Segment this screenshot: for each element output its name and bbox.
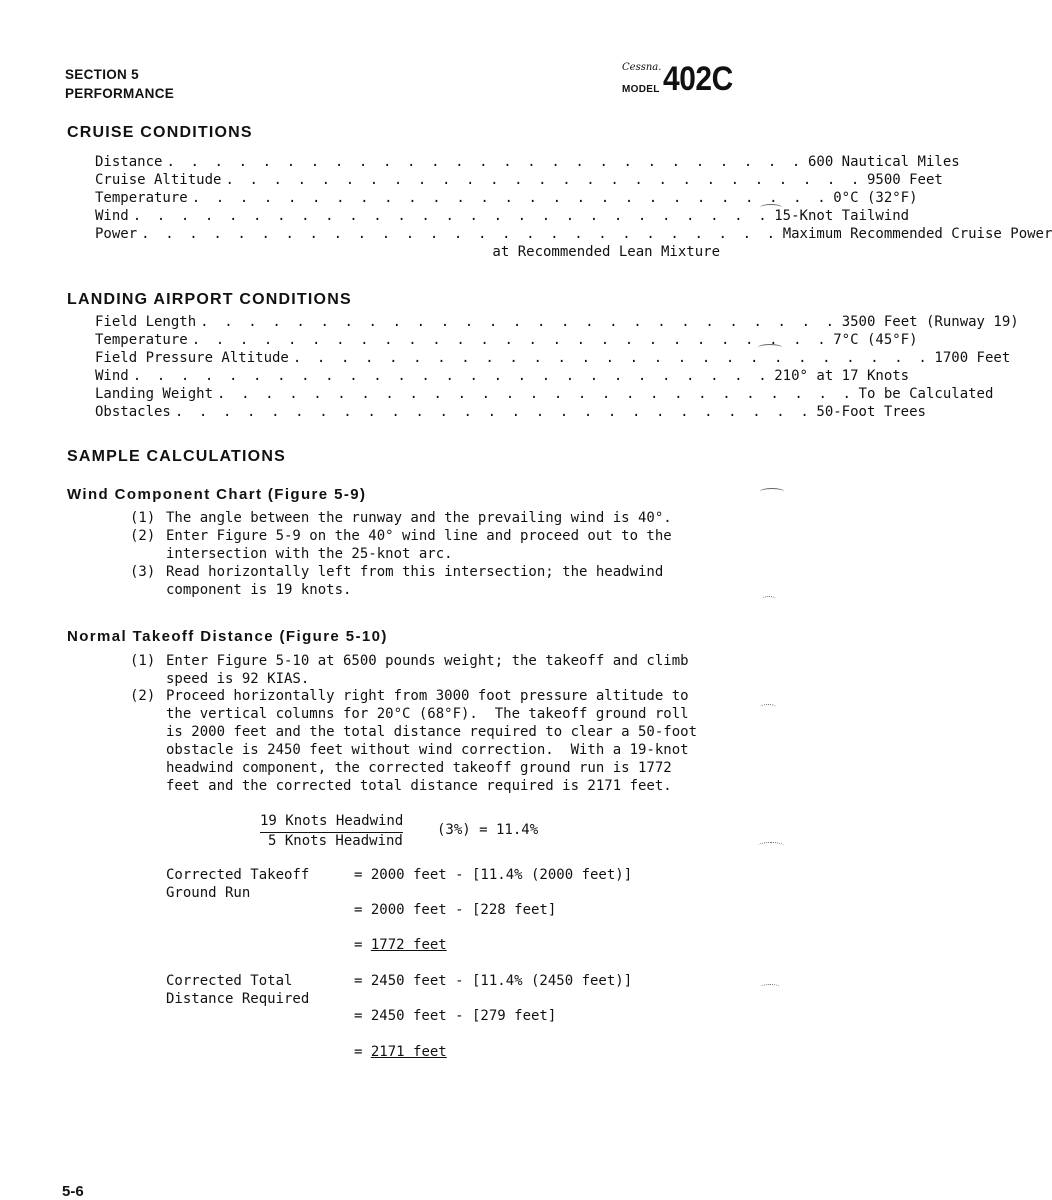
row-value: 50-Foot Trees xyxy=(816,404,926,420)
cruise-row xyxy=(95,172,943,190)
cruise-heading: CRUISE CONDITIONS xyxy=(67,124,253,141)
cruise-row xyxy=(95,208,910,226)
calc-equation: = 2450 feet - [11.4% (2450 feet)] xyxy=(354,973,633,989)
model-number: 402C xyxy=(663,60,733,98)
row-label: Field Length xyxy=(95,314,197,330)
leader-dots: . . . . . . . . . . . . . . . . . . . . . . . . . . . xyxy=(292,350,931,366)
row-value: 9500 Feet xyxy=(866,172,943,188)
calc-label: Ground Run xyxy=(166,885,251,901)
row-label: Temperature xyxy=(95,332,188,348)
step-number: (1) xyxy=(130,510,156,526)
calc-equation: = 2000 feet - [11.4% (2000 feet)] xyxy=(354,867,633,883)
row-label: Obstacles xyxy=(95,404,171,420)
step-line: headwind component, the corrected takeoff ground run is 1772 xyxy=(166,760,672,776)
row-label: Distance xyxy=(95,154,163,170)
landing-row xyxy=(95,314,1019,332)
section-subtitle: PERFORMANCE xyxy=(65,86,175,101)
step-number: (2) xyxy=(130,528,156,544)
power-continuation: at Recommended Lean Mixture xyxy=(492,244,720,260)
sample-heading: SAMPLE CALCULATIONS xyxy=(67,448,286,465)
landing-row xyxy=(95,350,1011,368)
section-label: SECTION 5 xyxy=(65,67,139,82)
row-label: Wind xyxy=(95,208,129,224)
margin-mark xyxy=(760,704,776,710)
row-value: 1700 Feet xyxy=(934,350,1011,366)
step-line: Read horizontally left from this intersection; the headwind xyxy=(166,564,664,580)
row-label: Power xyxy=(95,226,138,242)
row-value: Maximum Recommended Cruise Power xyxy=(782,226,1052,242)
landing-heading: LANDING AIRPORT CONDITIONS xyxy=(67,291,352,308)
step-line: speed is 92 KIAS. xyxy=(166,671,310,687)
calc-result-line xyxy=(354,937,447,955)
leader-dots: . . . . . . . . . . . . . . . . . . . . . . . . . . . xyxy=(132,368,771,384)
page-number: 5-6 xyxy=(62,1183,84,1200)
leader-dots: . . . . . . . . . . . . . . . . . . . . . . . . . . . xyxy=(132,208,771,224)
leader-dots: . . . . . . . . . . . . . . . . . . . . . . . . . . . xyxy=(174,404,813,420)
step-line: component is 19 knots. xyxy=(166,582,352,598)
row-label: Wind xyxy=(95,368,129,384)
calc-equation: = 2450 feet - [279 feet] xyxy=(354,1008,557,1024)
wind-component-heading: Wind Component Chart (Figure 5-9) xyxy=(67,486,367,503)
brand-wordmark: Cessna. xyxy=(622,62,662,73)
equals-sign: = xyxy=(354,1044,363,1060)
step-line: Enter Figure 5-9 on the 40° wind line and proceed out to the xyxy=(166,528,672,544)
leader-dots: . . . . . . . . . . . . . . . . . . . . . . . . . . . xyxy=(225,172,863,188)
landing-row xyxy=(95,332,918,350)
cruise-row xyxy=(95,226,1052,244)
cruise-row xyxy=(95,190,918,208)
step-line: feet and the corrected total distance required is 2171 feet. xyxy=(166,778,672,794)
step-number: (2) xyxy=(130,688,156,704)
row-value: 3500 Feet (Runway 19) xyxy=(841,314,1019,330)
leader-dots: . . . . . . . . . . . . . . . . . . . . . . . . . . . xyxy=(166,154,804,170)
row-label: Field Pressure Altitude xyxy=(95,350,289,366)
cruise-row xyxy=(95,154,960,172)
row-label: Temperature xyxy=(95,190,188,206)
step-line: obstacle is 2450 feet without wind correction. With a 19-knot xyxy=(166,742,689,758)
leader-dots: . . . . . . . . . . . . . . . . . . . . . . . . . . . xyxy=(141,226,779,242)
row-label: Landing Weight xyxy=(95,386,214,402)
step-number: (3) xyxy=(130,564,156,580)
takeoff-distance-heading: Normal Takeoff Distance (Figure 5-10) xyxy=(67,628,388,645)
landing-row xyxy=(95,368,910,386)
row-value: 15-Knot Tailwind xyxy=(774,208,910,224)
calc-label: Corrected Takeoff xyxy=(166,867,310,883)
leader-dots: . . . . . . . . . . . . . . . . . . . . . . . . . . . xyxy=(217,386,855,402)
calc-label: Distance Required xyxy=(166,991,310,1007)
step-line: the vertical columns for 20°C (68°F). The takeoff ground roll xyxy=(166,706,689,722)
equals-sign: = xyxy=(354,937,363,953)
fraction-denominator: 5 Knots Headwind xyxy=(268,832,403,849)
row-value: 210° at 17 Knots xyxy=(774,368,910,384)
row-label: Cruise Altitude xyxy=(95,172,222,188)
row-value: 600 Nautical Miles xyxy=(807,154,960,170)
row-value: 7°C (45°F) xyxy=(833,332,918,348)
step-line: Proceed horizontally right from 3000 foot pressure altitude to xyxy=(166,688,689,704)
margin-mark xyxy=(760,984,780,990)
cessna-logo xyxy=(622,60,742,104)
calc-equation: = 2000 feet - [228 feet] xyxy=(354,902,557,918)
row-value: To be Calculated xyxy=(858,386,994,402)
landing-row xyxy=(95,386,994,404)
fraction-numerator: 19 Knots Headwind xyxy=(260,813,403,833)
step-line: intersection with the 25-knot arc. xyxy=(166,546,453,562)
row-value: 0°C (32°F) xyxy=(833,190,918,206)
step-line: The angle between the runway and the prevailing wind is 40°. xyxy=(166,510,672,526)
step-line: is 2000 feet and the total distance required to clear a 50-foot xyxy=(166,724,698,740)
fraction-result: (3%) = 11.4% xyxy=(437,822,539,838)
step-line: Enter Figure 5-10 at 6500 pounds weight; the takeoff and climb xyxy=(166,653,689,669)
margin-mark xyxy=(758,842,784,849)
headwind-fraction xyxy=(260,813,403,851)
calc-result: 2171 feet xyxy=(370,1044,447,1060)
margin-mark xyxy=(760,488,784,495)
margin-mark xyxy=(762,596,776,602)
leader-dots: . . . . . . . . . . . . . . . . . . . . . . . . . . . xyxy=(200,314,838,330)
calc-result-line xyxy=(354,1044,447,1062)
leader-dots: . . . . . . . . . . . . . . . . . . . . . . . . . . . xyxy=(191,332,830,348)
margin-mark xyxy=(760,204,782,211)
step-number: (1) xyxy=(130,653,156,669)
model-label: MODEL xyxy=(622,84,660,95)
landing-row xyxy=(95,404,926,422)
calc-result: 1772 feet xyxy=(370,937,447,953)
margin-mark xyxy=(758,344,782,351)
calc-label: Corrected Total xyxy=(166,973,293,989)
leader-dots: . . . . . . . . . . . . . . . . . . . . . . . . . . . xyxy=(191,190,830,206)
